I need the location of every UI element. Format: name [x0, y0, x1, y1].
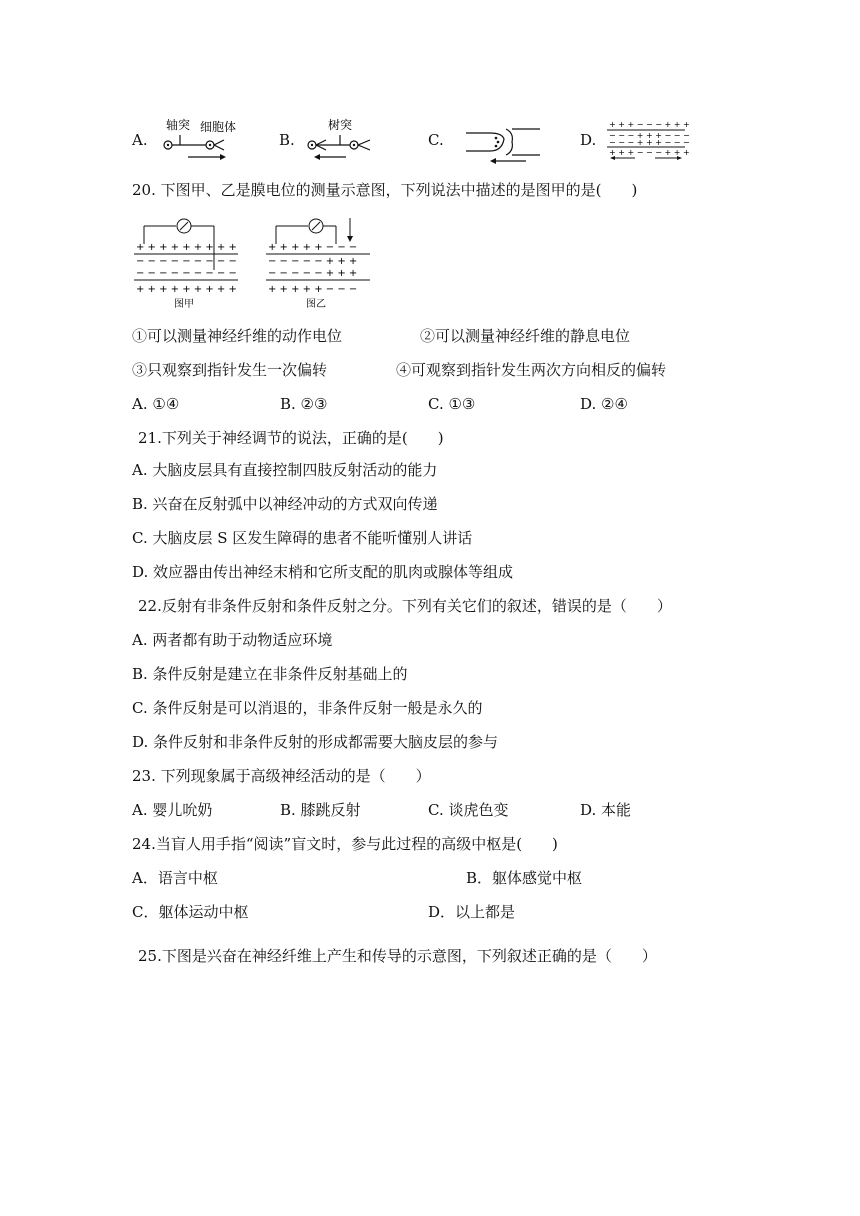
- svg-text:+ + + − − − + + +: + + + − − − + + +: [609, 148, 690, 157]
- q20-option-a: A. ①④: [132, 395, 180, 413]
- q25-stem: 25.下图是兴奋在神经纤维上产生和传导的示意图，下列叙述正确的是（ ）: [138, 947, 657, 965]
- q20-fig-a-caption: 图甲: [174, 299, 194, 310]
- q24-option-a: A．语言中枢: [132, 869, 218, 887]
- q22-option-b: B. 条件反射是建立在非条件反射基础上的: [132, 665, 408, 683]
- q21-stem: 21.下列关于神经调节的说法，正确的是( ): [138, 429, 444, 447]
- q23-stem: 23. 下列现象属于高级神经活动的是（ ）: [132, 767, 431, 785]
- q19-fig-b-label1: 树突: [328, 118, 353, 132]
- q20-fig-b-caption: 图乙: [306, 299, 326, 310]
- svg-text:+ + + + + − − −: + + + + + − − −: [268, 284, 358, 295]
- q19-option-a-letter: A.: [132, 131, 148, 149]
- q23-option-b: B. 膝跳反射: [280, 801, 361, 819]
- svg-text:− − − − − − − − −: − − − − − − − − −: [136, 268, 237, 279]
- q23-option-d: D. 本能: [580, 801, 632, 819]
- q22-option-d: D. 条件反射和非条件反射的形成都需要大脑皮层的参与: [132, 733, 499, 751]
- q20-statement-1: ①可以测量神经纤维的动作电位: [132, 327, 343, 345]
- q21-option-d: D. 效应器由传出神经末梢和它所支配的肌肉或腺体等组成: [132, 563, 514, 581]
- q19-figure-b: [300, 115, 395, 165]
- svg-text:− − − − − + + +: − − − − − + + +: [268, 268, 358, 279]
- svg-text:+ + + + + − − −: + + + + + − − −: [268, 242, 358, 253]
- svg-text:+ + + − − − + + +: + + + − − − + + +: [609, 120, 690, 129]
- q24-option-c: C．躯体运动中枢: [132, 903, 249, 921]
- q20-option-d: D. ②④: [580, 395, 628, 413]
- q21-option-c: C. 大脑皮层 S 区发生障碍的患者不能听懂别人讲话: [132, 529, 473, 547]
- svg-text:− − − + + + − − −: − − − + + + − − −: [609, 131, 690, 140]
- q20-stem: 20. 下图甲、乙是膜电位的测量示意图，下列说法中描述的是图甲的是( ): [132, 181, 638, 199]
- q20-figure-a: [134, 212, 244, 312]
- q20-figure-b: [266, 212, 376, 312]
- svg-text:+ + + + + + + + +: + + + + + + + + +: [136, 242, 237, 253]
- svg-text:+ + + + + + + + +: + + + + + + + + +: [136, 284, 237, 295]
- q21-option-b: B. 兴奋在反射弧中以神经冲动的方式双向传递: [132, 495, 438, 513]
- q19-option-c-letter: C.: [428, 131, 444, 149]
- q22-stem: 22.反射有非条件反射和条件反射之分。下列有关它们的叙述，错误的是（ ）: [138, 597, 672, 615]
- q19-figure-a: [158, 115, 258, 165]
- q24-option-d: D．以上都是: [428, 903, 516, 921]
- q23-option-a: A. 婴儿吮奶: [132, 801, 213, 819]
- q20-option-c: C. ①③: [428, 395, 476, 413]
- q19-option-d-letter: D.: [580, 131, 597, 149]
- svg-text:− − − + + + − − −: − − − + + + − − −: [609, 138, 690, 147]
- svg-text:− − − − − − − − −: − − − − − − − − −: [136, 256, 237, 267]
- q20-statement-4: ④可观察到指针发生两次方向相反的偏转: [396, 361, 667, 379]
- q22-option-c: C. 条件反射是可以消退的，非条件反射一般是永久的: [132, 699, 483, 717]
- q22-option-a: A. 两者都有助于动物适应环境: [132, 631, 333, 649]
- q21-option-a: A. 大脑皮层具有直接控制四肢反射活动的能力: [132, 461, 438, 479]
- q19-figure-d: [605, 118, 690, 160]
- q19-option-b-letter: B.: [279, 131, 295, 149]
- q23-option-c: C. 谈虎色变: [428, 801, 509, 819]
- q19-figure-c: [460, 115, 550, 165]
- q20-option-b: B. ②③: [280, 395, 328, 413]
- q20-statement-2: ②可以测量神经纤维的静息电位: [420, 327, 631, 345]
- q19-fig-a-label1: 轴突: [166, 118, 191, 132]
- svg-text:− − − − − + + +: − − − − − + + +: [268, 256, 358, 267]
- q24-stem: 24.当盲人用手指“阅读”盲文时，参与此过程的高级中枢是( ): [132, 835, 558, 853]
- q19-fig-a-label2: 细胞体: [200, 120, 237, 134]
- q20-statement-3: ③只观察到指针发生一次偏转: [132, 361, 328, 379]
- q24-option-b: B．躯体感觉中枢: [466, 869, 583, 887]
